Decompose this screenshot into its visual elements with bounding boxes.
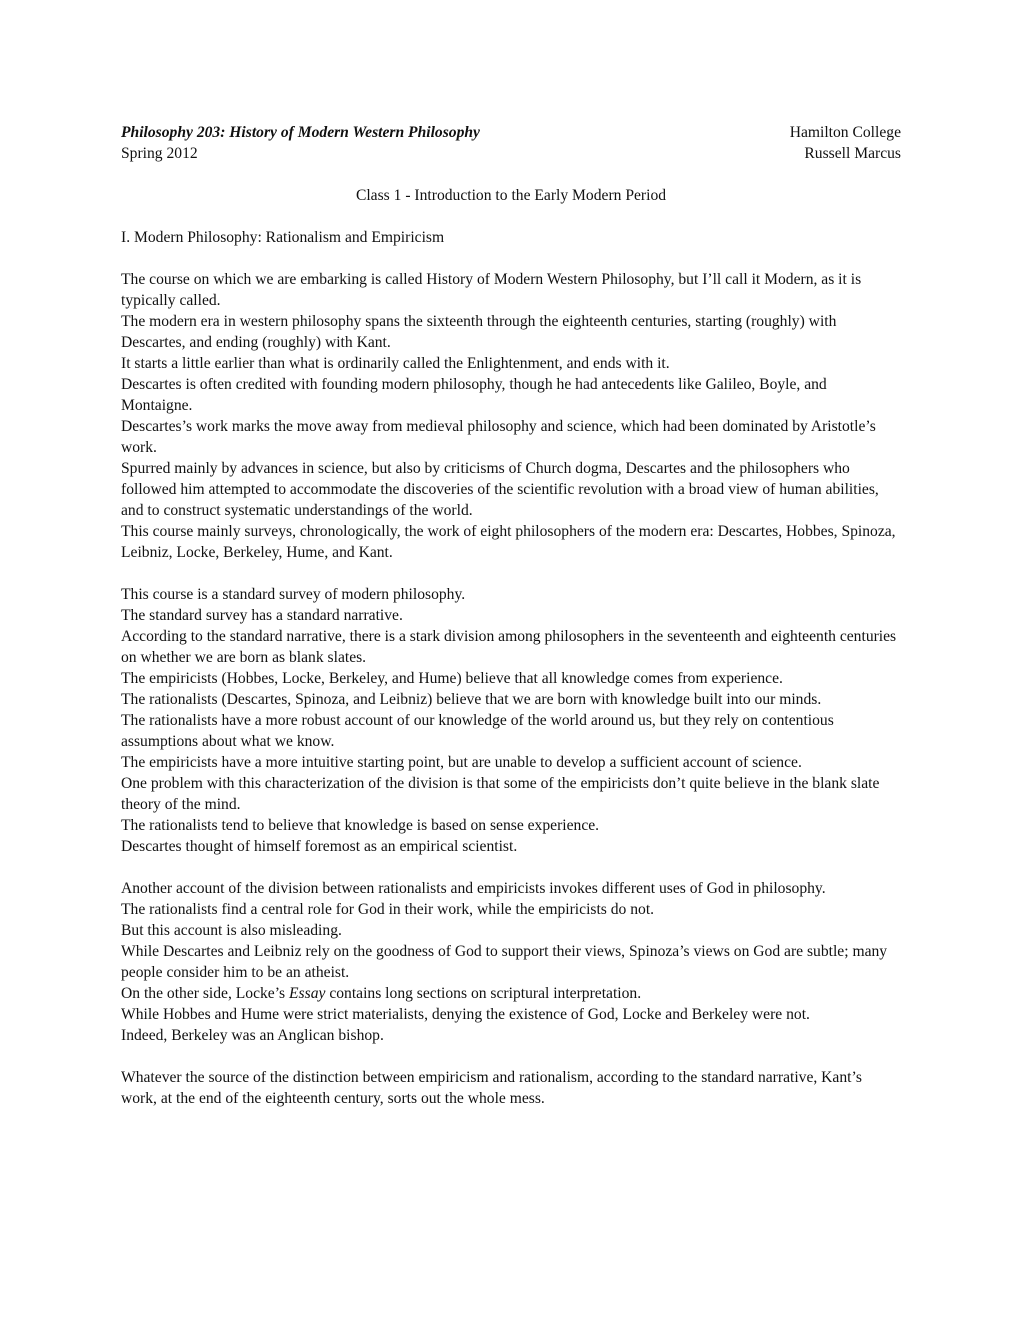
paragraph-line: The rationalists have a more robust account of our knowledge of the world around us, but they rely on contentious assumptions about what we know. [121,712,834,750]
paragraph-line: While Descartes and Leibniz rely on the goodness of God to support their views, Spinoza’s views on God are subtle; many people consider him to be an atheist. [121,943,888,981]
paragraph-line: But this account is also misleading. [121,922,342,939]
paragraph-line: Descartes’s work marks the move away from medieval philosophy and science, which had been dominated by Aristotle’s work. [121,418,876,456]
paragraph-line: The standard survey has a standard narrative. [121,607,403,624]
paragraph-line: Descartes is often credited with founding modern philosophy, though he had antecedents like Galileo, Boyle, and Montaigne. [121,376,827,414]
paragraph-line: Another account of the division between rationalists and empiricists invokes different uses of God in philosophy. [121,880,826,897]
paragraph-line: Spurred mainly by advances in science, but also by criticisms of Church dogma, Descartes and the philosophers who followed him attempted to accommodate the discoveries of the scientific revolution with a broad view of human abilities, and to construct systematic understandings of the world. [121,460,879,519]
paragraph-1 [121,269,901,563]
locke-essay-line [121,983,901,1004]
paragraph-line: It starts a little earlier than what is ordinarily called the Enlightenment, and ends with it. [121,355,670,372]
paragraph-line: The course on which we are embarking is called History of Modern Western Philosophy, but I’ll call it Modern, as it is typically called. [121,271,862,309]
term: Spring 2012 [121,145,198,162]
paragraph-line: While Hobbes and Hume were strict materialists, denying the existence of God, Locke and Berkeley were not. [121,1006,810,1023]
course-title: Philosophy 203: History of Modern Western Philosophy [121,124,480,141]
paragraph-line: Descartes thought of himself foremost as an empirical scientist. [121,838,518,855]
document-page [121,122,901,1109]
paragraph-line: The rationalists find a central role for God in their work, while the empiricists do not. [121,901,655,918]
locke-line-before: On the other side, Locke’s [121,985,290,1002]
paragraph-line: The rationalists tend to believe that knowledge is based on sense experience. [121,817,600,834]
instructor-name: Russell Marcus [804,145,901,162]
paragraph-line: The empiricists (Hobbes, Locke, Berkeley, and Hume) believe that all knowledge comes from experience. [121,670,783,687]
paragraph-line: Indeed, Berkeley was an Anglican bishop. [121,1027,384,1044]
essay-title: Essay [289,985,326,1002]
paragraph-line: One problem with this characterization of the division is that some of the empiricists don’t quite believe in the blank slate theory of the mind. [121,775,880,813]
section-heading: I. Modern Philosophy: Rationalism and Empiricism [121,229,445,246]
locke-line-after: contains long sections on scriptural interpretation. [325,985,642,1002]
paragraph-line: According to the standard narrative, there is a stark division among philosophers in the seventeenth and eighteenth centuries on whether we are born as blank slates. [121,628,897,666]
class-title: Class 1 - Introduction to the Early Modern Period [355,187,667,204]
paragraph-line: Whatever the source of the distinction between empiricism and rationalism, according to the standard narrative, Kant’s work, at the end of the eighteenth century, sorts out the whole mess. [121,1069,862,1107]
paragraph-3 [121,878,901,1046]
paragraph-4 [121,1067,901,1109]
paragraph-2 [121,584,901,857]
college-name: Hamilton College [789,124,901,141]
paragraph-line: This course is a standard survey of modern philosophy. [121,586,466,603]
paragraph-line: This course mainly surveys, chronologically, the work of eight philosophers of the modern era: Descartes, Hobbes, Spinoza, Leibniz, Locke, Berkeley, Hume, and Kant. [121,523,896,561]
header-row-2 [121,143,901,164]
header-row-1 [121,122,901,143]
paragraph-line: The empiricists have a more intuitive starting point, but are unable to develop a sufficient account of science. [121,754,802,771]
paragraph-line: The modern era in western philosophy spans the sixteenth through the eighteenth centuries, starting (roughly) with Descartes, and ending (roughly) with Kant. [121,313,837,351]
paragraph-line: The rationalists (Descartes, Spinoza, and Leibniz) believe that we are born with knowledge built into our minds. [121,691,822,708]
